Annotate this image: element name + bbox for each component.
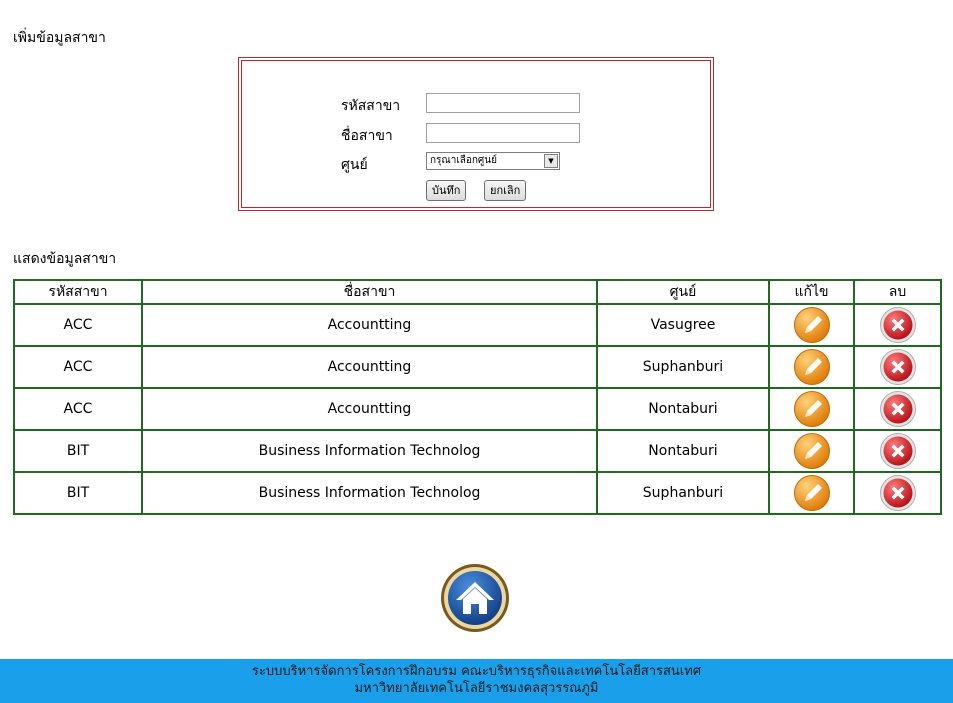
add-branch-heading: เพิ่มข้อมูลสาขา	[13, 30, 106, 46]
center-label: ศูนย์	[341, 157, 368, 173]
cancel-button[interactable]: ยกเลิก	[484, 180, 526, 201]
cell-center: Nontaburi	[597, 430, 769, 472]
save-button[interactable]: บันทึก	[426, 180, 466, 201]
cell-name: Accountting	[142, 304, 597, 346]
branch-table	[13, 279, 942, 515]
col-header-edit: แก้ไข	[769, 280, 854, 304]
home-button[interactable]	[439, 562, 511, 634]
chevron-down-icon[interactable]: ▼	[544, 154, 558, 168]
col-header-code: รหัสสาขา	[14, 280, 142, 304]
pencil-icon[interactable]	[793, 474, 831, 512]
cell-delete	[854, 430, 941, 472]
branch-code-input[interactable]	[426, 93, 580, 113]
cell-delete	[854, 388, 941, 430]
home-icon	[439, 562, 511, 634]
cell-code: ACC	[14, 388, 142, 430]
table-row	[14, 430, 941, 472]
col-header-delete: ลบ	[854, 280, 941, 304]
close-icon[interactable]	[879, 432, 917, 470]
cell-name: Accountting	[142, 388, 597, 430]
cell-center: Vasugree	[597, 304, 769, 346]
cell-center: Suphanburi	[597, 346, 769, 388]
cell-center: Suphanburi	[597, 472, 769, 514]
cell-edit	[769, 472, 854, 514]
add-branch-form	[238, 57, 714, 211]
cell-name: Accountting	[142, 346, 597, 388]
table-header-row	[14, 280, 941, 304]
close-icon[interactable]	[879, 390, 917, 428]
table-row	[14, 346, 941, 388]
cell-delete	[854, 346, 941, 388]
cell-edit	[769, 388, 854, 430]
cell-code: ACC	[14, 346, 142, 388]
pencil-icon[interactable]	[793, 390, 831, 428]
branch-code-label: รหัสสาขา	[341, 98, 401, 114]
branch-list-heading: แสดงข้อมูลสาขา	[13, 251, 117, 267]
center-select-value: กรุณาเลือกศูนย์	[430, 155, 497, 166]
cell-name: Business Information Technolog	[142, 472, 597, 514]
footer-line-2: มหาวิทยาลัยเทคโนโลยีราชมงคลสุวรรณภูมิ	[354, 681, 599, 696]
pencil-icon[interactable]	[793, 432, 831, 470]
cell-name: Business Information Technolog	[142, 430, 597, 472]
cell-code: ACC	[14, 304, 142, 346]
branch-name-input[interactable]	[426, 123, 580, 143]
cell-edit	[769, 346, 854, 388]
cell-edit	[769, 304, 854, 346]
cell-delete	[854, 472, 941, 514]
close-icon[interactable]	[879, 348, 917, 386]
cell-code: BIT	[14, 472, 142, 514]
cell-center: Nontaburi	[597, 388, 769, 430]
footer-line-1: ระบบบริหารจัดการโครงการฝึกอบรม คณะบริหารธุรกิจและเทคโนโลยีสารสนเทศ	[251, 664, 702, 679]
table-row	[14, 304, 941, 346]
table-row	[14, 388, 941, 430]
center-select[interactable]	[426, 152, 560, 170]
cell-delete	[854, 304, 941, 346]
pencil-icon[interactable]	[793, 348, 831, 386]
cell-edit	[769, 430, 854, 472]
branch-name-label: ชื่อสาขา	[341, 128, 393, 144]
pencil-icon[interactable]	[793, 306, 831, 344]
col-header-name: ชื่อสาขา	[142, 280, 597, 304]
close-icon[interactable]	[879, 474, 917, 512]
table-row	[14, 472, 941, 514]
close-icon[interactable]	[879, 306, 917, 344]
add-branch-form-inner	[241, 60, 711, 208]
col-header-center: ศูนย์	[597, 280, 769, 304]
footer	[0, 659, 953, 703]
cell-code: BIT	[14, 430, 142, 472]
